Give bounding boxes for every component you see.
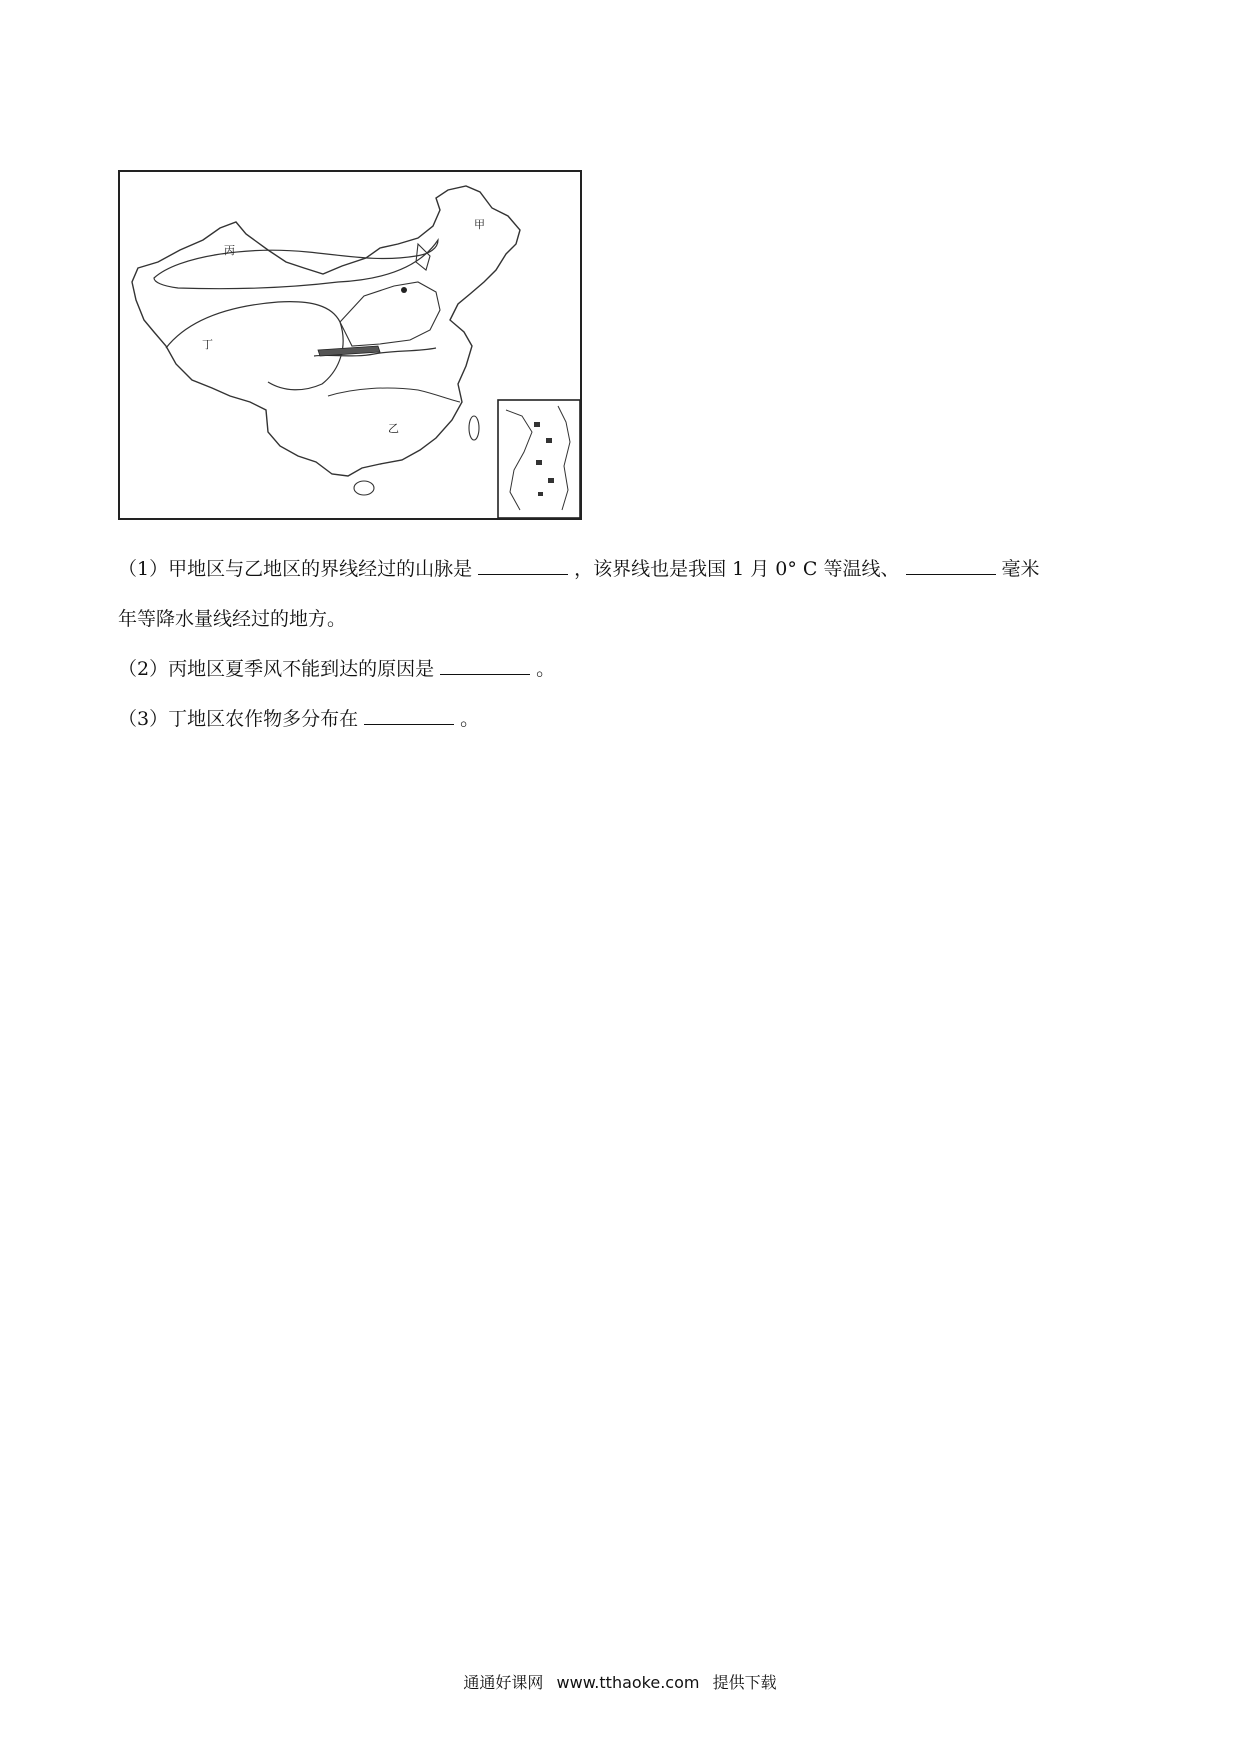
question-3 <box>118 704 479 734</box>
inset-mark <box>536 460 542 465</box>
question-1-prefix: （1）甲地区与乙地区的界线经过的山脉是 <box>118 558 473 580</box>
map-label-yi: 乙 <box>388 422 399 435</box>
question-1-line2: 年等降水量线经过的地方。 <box>118 608 347 630</box>
south-china-sea-inset <box>498 400 580 518</box>
map-label-jia: 甲 <box>474 218 485 231</box>
question-2-suffix: 。 <box>536 658 556 680</box>
map-border <box>119 171 581 519</box>
answer-blank-3[interactable] <box>440 656 530 675</box>
question-3-prefix: （3）丁地区农作物多分布在 <box>118 708 359 730</box>
south-region-line <box>328 388 460 402</box>
answer-blank-4[interactable] <box>364 706 454 725</box>
answer-blank-1[interactable] <box>478 556 568 575</box>
china-outline <box>132 186 520 476</box>
inset-coast <box>506 410 532 510</box>
footer-url-link[interactable]: www.tthaoke.com <box>556 1673 700 1692</box>
map-label-bing: 丙 <box>224 244 235 257</box>
capital-dot <box>401 287 407 293</box>
bing-region-boundary <box>154 240 438 289</box>
question-2 <box>118 654 555 684</box>
inset-mark <box>548 478 554 483</box>
inset-mark <box>546 438 552 443</box>
hainan-island <box>354 481 374 495</box>
question-3-suffix: 。 <box>460 708 480 730</box>
footer-site-name: 通通好课网 <box>463 1673 544 1692</box>
question-2-prefix: （2）丙地区夏季风不能到达的原因是 <box>118 658 435 680</box>
footer-download-text: 提供下载 <box>712 1673 777 1692</box>
ding-region-boundary <box>166 302 343 390</box>
inset-mark <box>538 492 543 496</box>
question-1-suffix: 毫米 <box>1001 558 1040 580</box>
inset-mark <box>534 422 540 427</box>
question-1-mid: ，该界线也是我国 1 月 0° C 等温线、 <box>574 558 900 580</box>
question-1-line-1 <box>118 554 1040 584</box>
answer-blank-2[interactable] <box>906 556 996 575</box>
inset-coast-right <box>558 406 570 510</box>
map-label-ding: 丁 <box>202 338 213 351</box>
taiwan-island <box>469 416 479 440</box>
north-china-region <box>340 282 440 346</box>
china-map-figure <box>118 170 582 520</box>
question-1-line-2 <box>118 604 346 634</box>
page-footer <box>0 1670 1240 1693</box>
china-map-svg <box>118 170 582 520</box>
